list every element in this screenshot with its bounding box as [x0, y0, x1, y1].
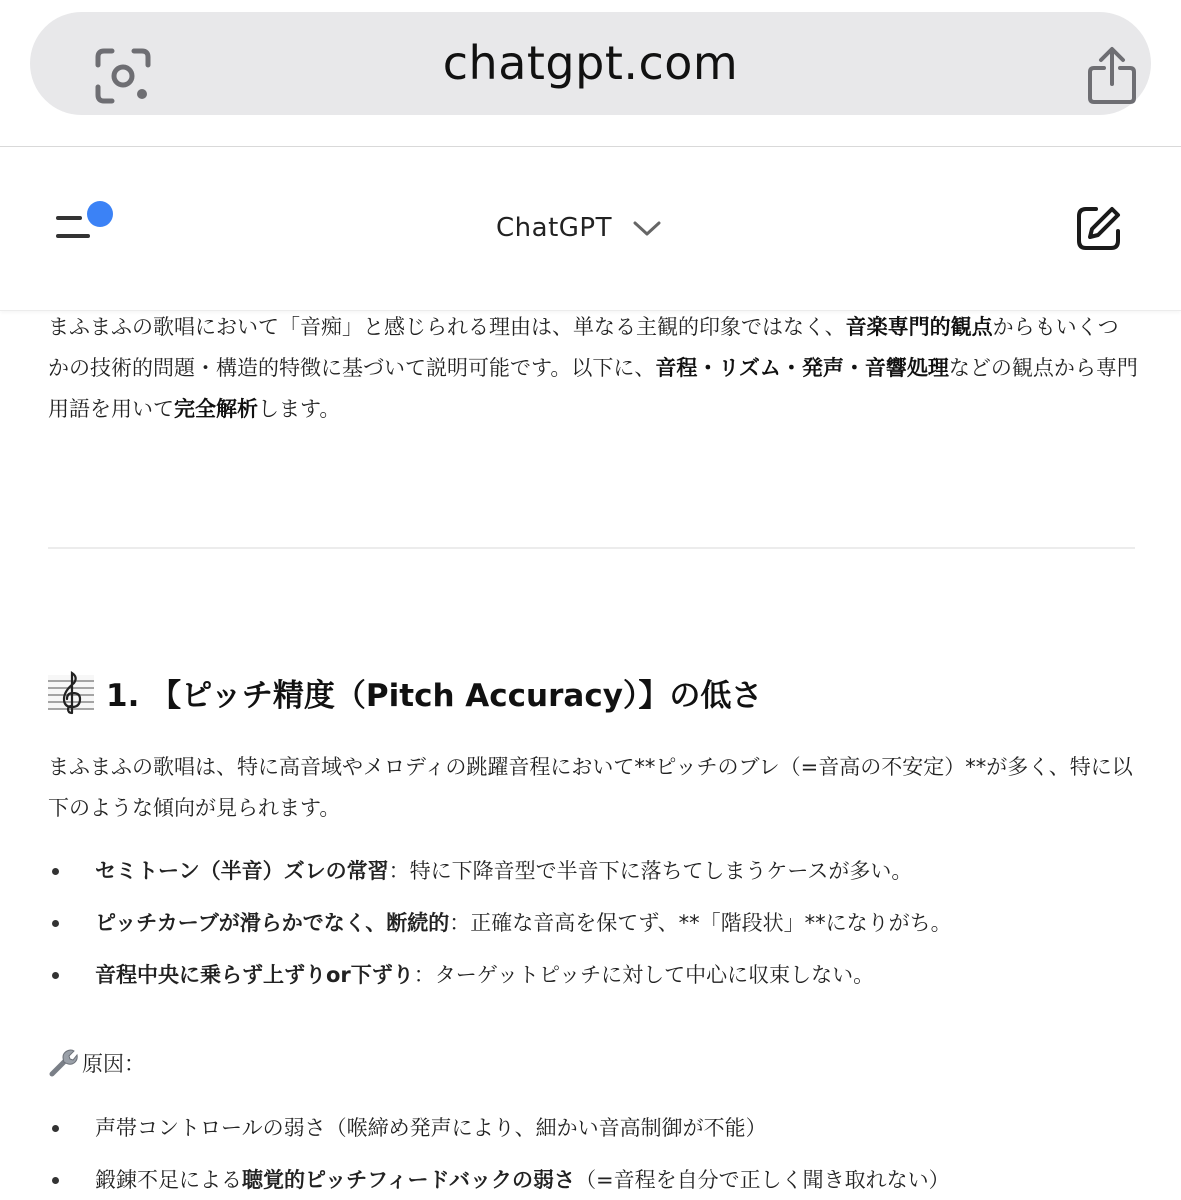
symptom-list [48, 851, 1138, 1007]
browser-toolbar [0, 0, 1181, 147]
sidebar-menu-icon[interactable] [54, 200, 118, 250]
list-item-text: 声帯コントロールの弱さ（喉締め発声により、細かい音高制御が不能） [95, 1116, 767, 1140]
address-bar[interactable] [30, 12, 1151, 115]
list-item-text: ：特に下降音型で半音下に落ちてしまうケースが多い。 [388, 859, 913, 883]
section-heading [48, 669, 762, 715]
notification-dot [87, 201, 113, 227]
intro-segment: などの観点から専門用語を用いて [48, 356, 1138, 421]
list-item-bold: 音程中央に乗らず上ずりor下ずり [95, 963, 414, 987]
new-chat-icon[interactable] [1074, 203, 1124, 253]
cause-label [48, 1048, 145, 1078]
bullet-dot [52, 920, 59, 927]
bullet-dot [52, 1177, 59, 1184]
list-item-text: ：正確な音高を保てず、**「階段状」**になりがち。 [449, 911, 952, 935]
assistant-message [48, 311, 1138, 1200]
cause-label-text: 原因： [82, 1052, 145, 1076]
intro-paragraph [48, 311, 1138, 430]
bullet-dot [52, 972, 59, 979]
list-item-bold: セミトーン（半音）ズレの常習 [95, 859, 389, 883]
url-text[interactable]: chatgpt.com [442, 36, 739, 90]
intro-segment: からもいくつかの技術的問題・構造的特徴に基づいて説明可能です。以下に、 [48, 315, 1119, 380]
list-item-text: ：ターゲットピッチに対して中心に収束しない。 [413, 963, 875, 987]
list-item [48, 1108, 1138, 1160]
list-item-bold: 聴覚的ピッチフィードバックの弱さ [242, 1168, 576, 1192]
list-item [48, 1160, 1138, 1200]
intro-segment-bold: 音楽専門的観点 [845, 315, 993, 339]
list-item-text: 鍛錬不足による [95, 1168, 242, 1192]
intro-segment: まふまふの歌唱において「音痴」と感じられる理由は、単なる主観的印象ではなく、 [48, 315, 846, 339]
bullet-dot [52, 868, 59, 875]
bullet-dot [52, 1125, 59, 1132]
intro-segment-bold: 音程・リズム・発声・音響処理 [655, 356, 949, 380]
model-label: ChatGPT [496, 213, 612, 243]
section-heading-text: 1. 【ピッチ精度（Pitch Accuracy）】の低さ [106, 677, 763, 714]
intro-segment-bold: 完全解析 [174, 397, 258, 421]
wrench-icon [48, 1048, 78, 1078]
musical-score-icon [48, 669, 94, 715]
cause-list [48, 1108, 1138, 1200]
list-item [48, 955, 1138, 1007]
chevron-down-icon [632, 219, 662, 237]
list-item-text: （=音程を自分で正しく聞き取れない） [575, 1168, 950, 1192]
list-item [48, 903, 1138, 955]
section-divider [48, 547, 1135, 549]
section-body: まふまふの歌唱は、特に高音域やメロディの跳躍音程において**ピッチのブレ（=音高の不安定）**が多く、特に以下のような傾向が見られます。 [48, 755, 1133, 820]
list-item [48, 851, 1138, 903]
intro-segment: します。 [258, 397, 341, 421]
share-icon[interactable] [1086, 46, 1138, 106]
app-header [0, 147, 1181, 311]
list-item-bold: ピッチカーブが滑らかでなく、断続的 [95, 911, 450, 935]
model-selector[interactable] [496, 205, 662, 251]
